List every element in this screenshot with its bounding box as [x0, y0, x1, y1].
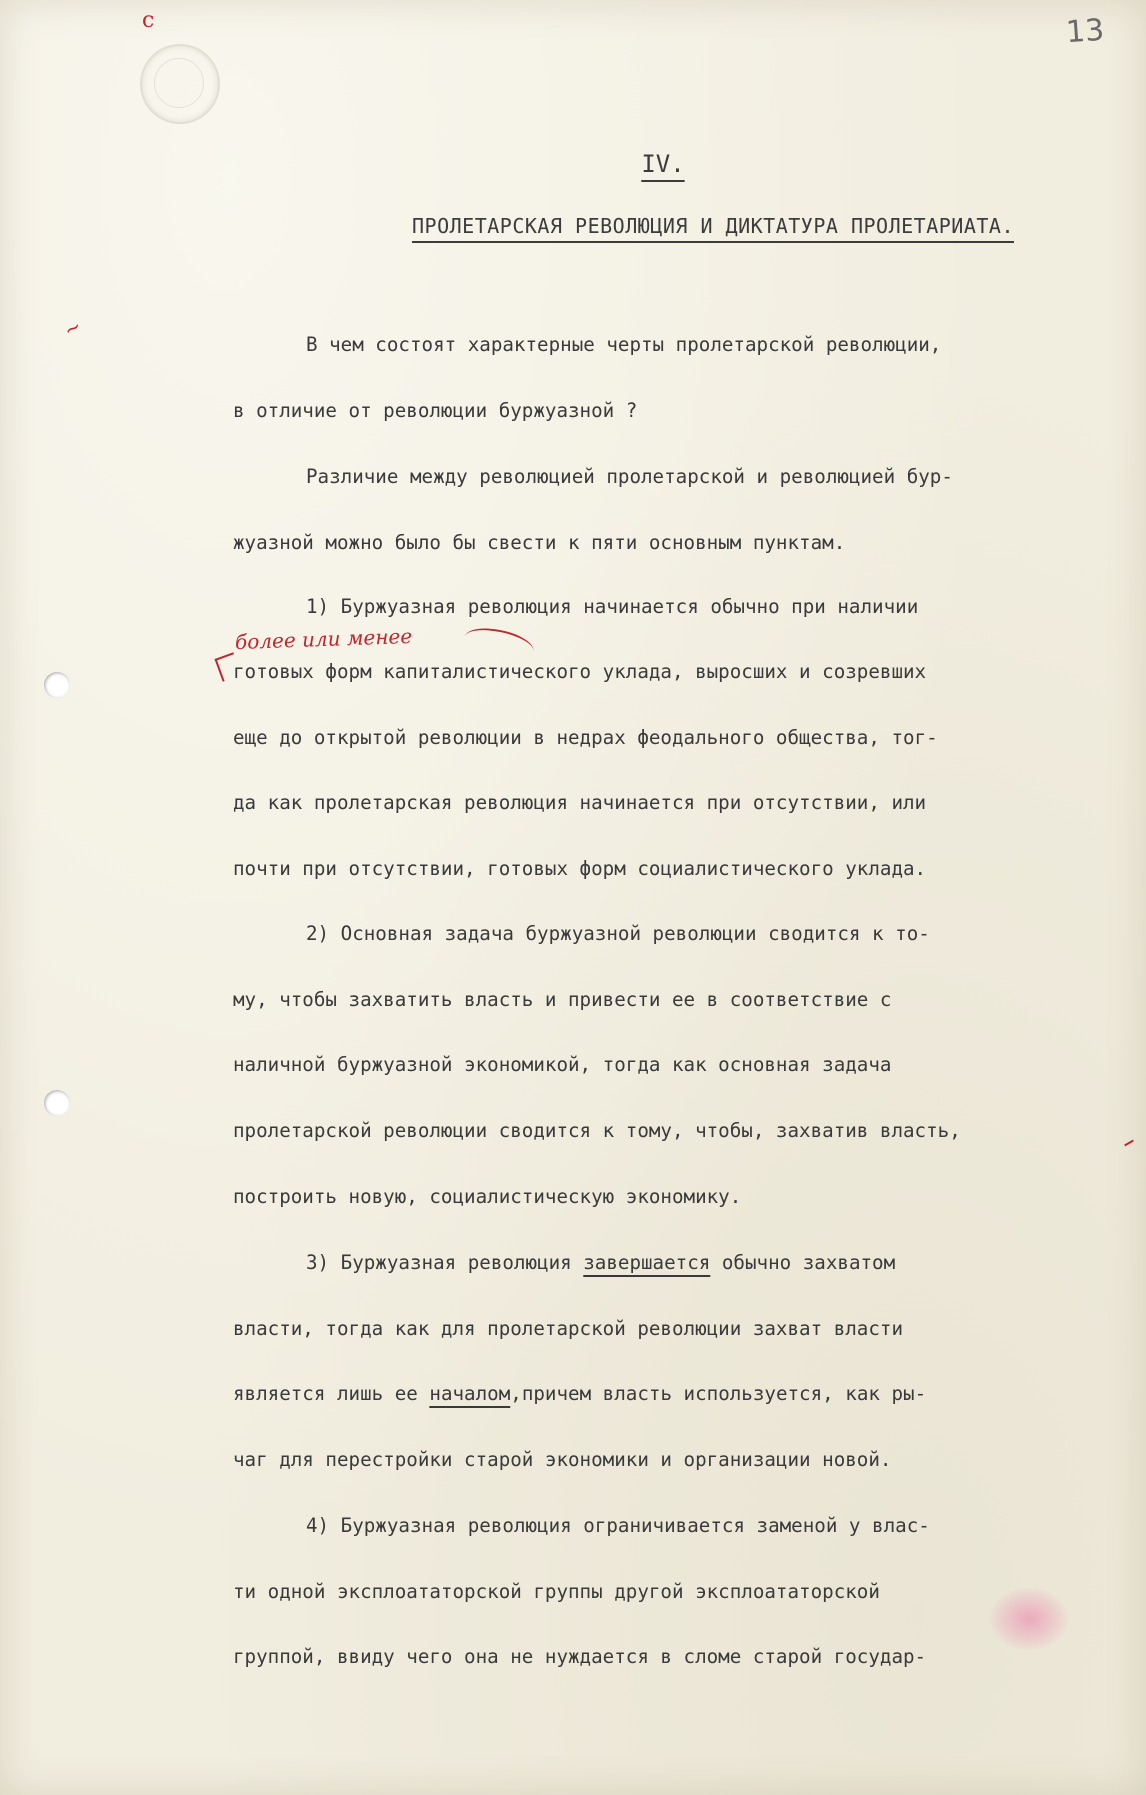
text-line: готовых форм капиталистического уклада, выросших и созревших [233, 660, 927, 683]
red-margin-mark: c [142, 8, 155, 33]
text-line-with-underline [233, 1384, 1113, 1403]
punch-hole [44, 672, 70, 698]
folio-number: 13 [1064, 12, 1106, 51]
embossed-seal [140, 44, 220, 124]
underlined-word: началом [429, 1382, 511, 1405]
text-line: да как пролетарская революция начинается при отсутствии, или [233, 791, 927, 814]
text-line: 2) Основная задача буржуазной революции сводится к то- [306, 922, 930, 945]
text-line: группой, ввиду чего она не нуждается в сломе старой государ- [233, 1645, 927, 1668]
text-line: ти одной эксплоататорской группы другой эксплоататорской [233, 1580, 880, 1603]
red-margin-dash: ~ [59, 313, 86, 343]
text-fragment: обычно захватом [710, 1251, 896, 1274]
text-line: построить новую, социалистическую экономику. [233, 1185, 742, 1208]
text-line: почти при отсутствии, готовых форм социалистического уклада. [233, 857, 927, 880]
text-fragment: 3) Буржуазная революция [306, 1251, 584, 1274]
text-fragment: ,причем власть используется, как ры- [510, 1382, 927, 1405]
section-title: ПРОЛЕТАРСКАЯ РЕВОЛЮЦИЯ И ДИКТАТУРА ПРОЛЕТАРИАТА. [412, 214, 1014, 238]
text-line: наличной буржуазной экономикой, тогда как основная задача [233, 1053, 892, 1076]
underlined-word: завершается [583, 1251, 711, 1274]
insertion-stroke [462, 623, 536, 665]
text-fragment: является лишь ее [233, 1382, 430, 1405]
text-line: пролетарской революции сводится к тому, чтобы, захватив власть, [233, 1119, 961, 1142]
text-line: Различие между революцией пролетарской и революцией бур- [306, 465, 953, 488]
text-line: чаг для перестройки старой экономики и организации новой. [233, 1448, 892, 1471]
red-edge-tick [1124, 1140, 1134, 1147]
text-line: еще до открытой революции в недрах феодального общества, тог- [233, 726, 938, 749]
text-line: В чем состоят характерные черты пролетарской революции, [306, 333, 942, 356]
text-line: в отличие от революции буржуазной ? [233, 399, 638, 422]
text-line: власти, тогда как для пролетарской революции захват власти [233, 1317, 904, 1340]
text-line: му, чтобы захватить власть и привести ее в соответствие с [233, 988, 892, 1011]
handwritten-insert: более или менее [234, 623, 413, 655]
text-line-with-underline [306, 1253, 1146, 1272]
text-line: 4) Буржуазная революция ограничивается заменой у влас- [306, 1514, 930, 1537]
section-number: IV. [641, 150, 685, 178]
text-line: жуазной можно было бы свести к пяти основным пунктам. [233, 531, 846, 554]
punch-hole [44, 1090, 70, 1116]
text-line: 1) Буржуазная революция начинается обычно при наличии [306, 595, 919, 618]
